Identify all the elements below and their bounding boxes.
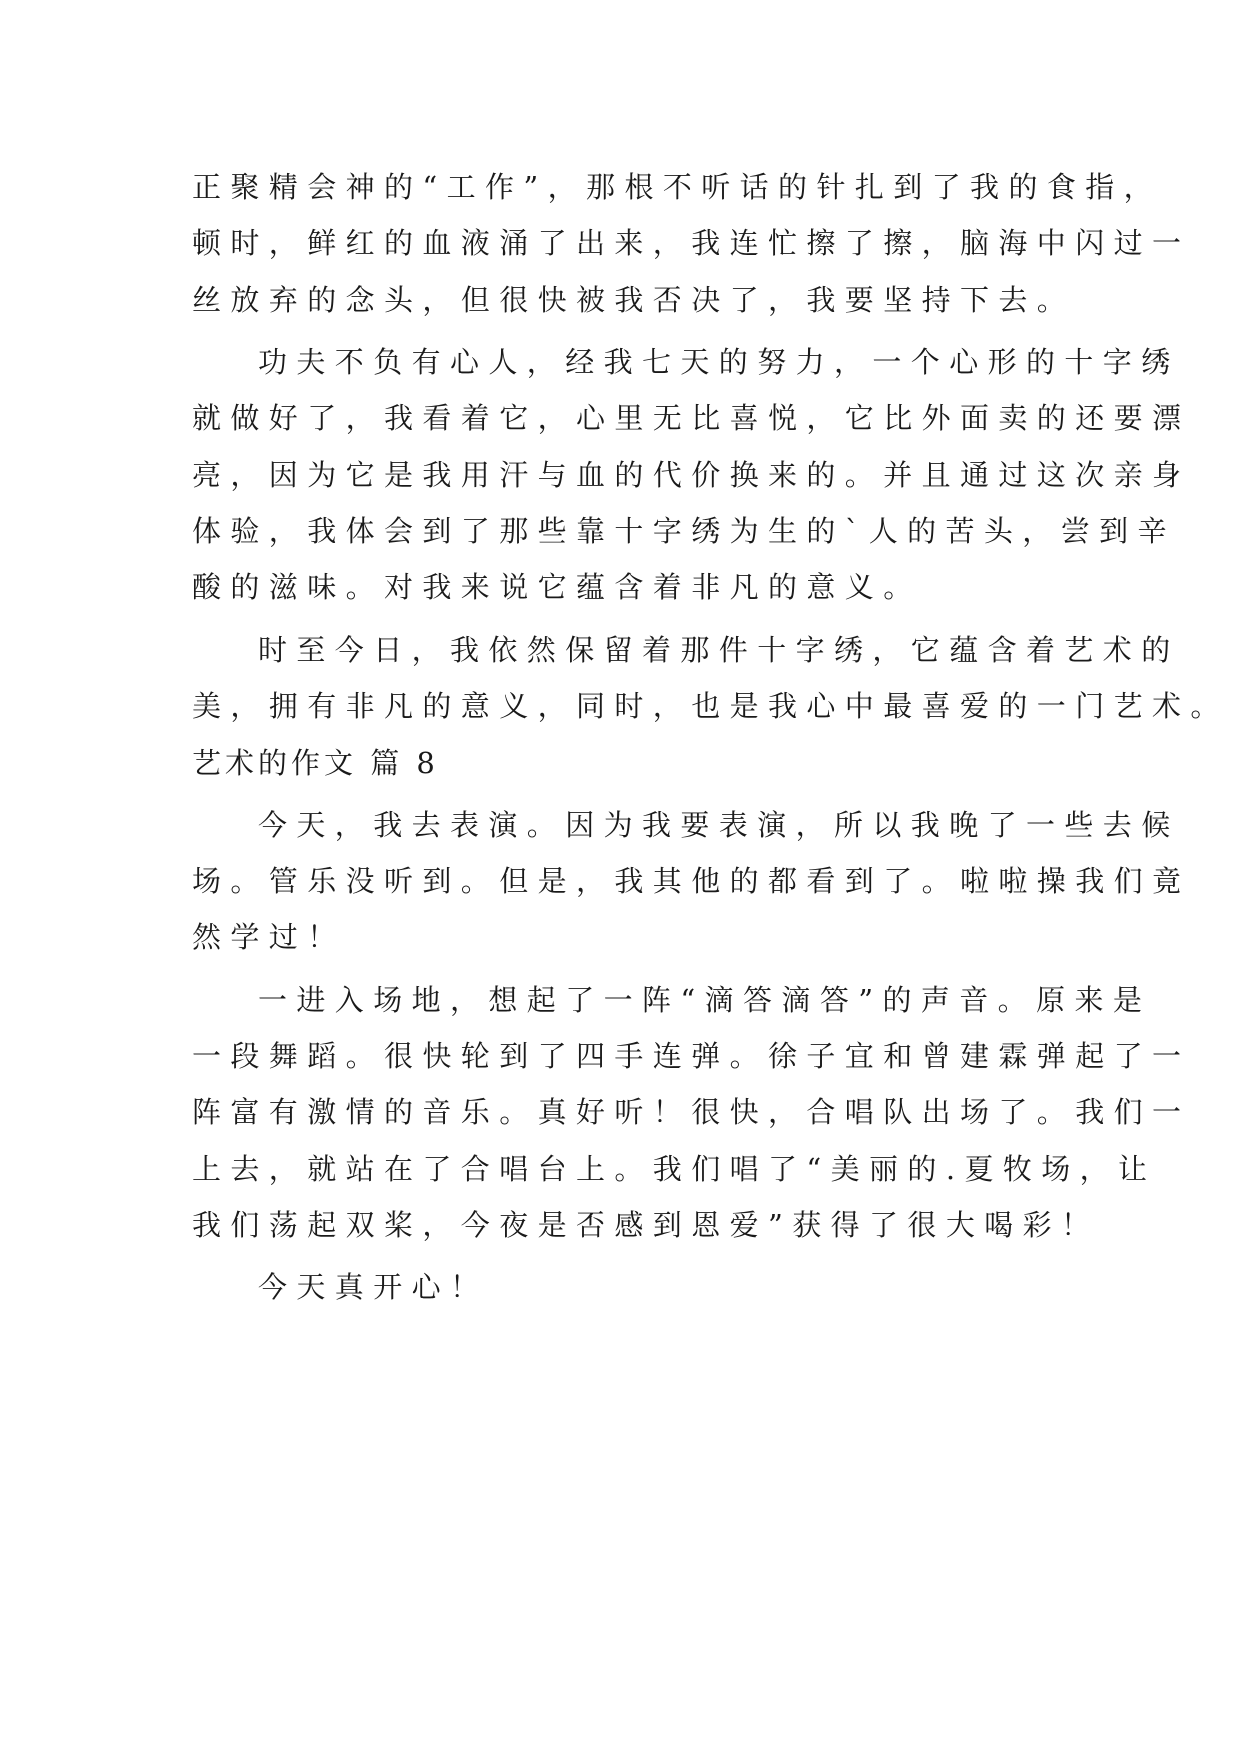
paragraph-line: 然学过！ [192,920,346,954]
paragraph-line: 体验，我体会到了那些靠十字绣为生的`人的苦头，尝到辛 [192,514,1176,548]
paragraph-line: 我们荡起双桨，今夜是否感到恩爱”获得了很大喝彩！ [192,1208,1100,1242]
paragraph-line: 今天真开心！ [258,1270,489,1304]
paragraph-line: 酸的滋味。对我来说它蕴含着非凡的意义。 [192,570,922,604]
paragraph-line: 功夫不负有心人，经我七天的努力，一个心形的十字绣 [258,345,1180,379]
paragraph-line: 一段舞蹈。很快轮到了四手连弹。徐子宜和曾建霖弹起了一 [192,1039,1191,1073]
section-heading: 艺术的作文 篇 8 [192,746,439,780]
paragraph-line: 正聚精会神的“工作”，那根不听话的针扎到了我的食指， [192,170,1163,204]
paragraph-line: 时至今日，我依然保留着那件十字绣，它蕴含着艺术的 [258,633,1180,667]
paragraph-line: 一进入场地，想起了一阵“滴答滴答”的声音。原来是 [258,983,1152,1017]
paragraph-line: 亮，因为它是我用汗与血的代价换来的。并且通过这次亲身 [192,458,1191,492]
paragraph-line: 上去，就站在了合唱台上。我们唱了“美丽的.夏牧场，让 [192,1152,1157,1186]
paragraph-line: 顿时，鲜红的血液涌了出来，我连忙擦了擦，脑海中闪过一 [192,226,1191,260]
paragraph-line: 就做好了，我看着它，心里无比喜悦，它比外面卖的还要漂 [192,401,1191,435]
paragraph-line: 今天，我去表演。因为我要表演，所以我晚了一些去候 [258,808,1180,842]
paragraph-line: 美，拥有非凡的意义，同时，也是我心中最喜爱的一门艺术。 [192,689,1229,723]
paragraph-line: 丝放弃的念头，但很快被我否决了，我要坚持下去。 [192,283,1076,317]
paragraph-line: 场。管乐没听到。但是，我其他的都看到了。啦啦操我们竟 [192,864,1191,898]
paragraph-line: 阵富有激情的音乐。真好听！很快，合唱队出场了。我们一 [192,1095,1191,1129]
